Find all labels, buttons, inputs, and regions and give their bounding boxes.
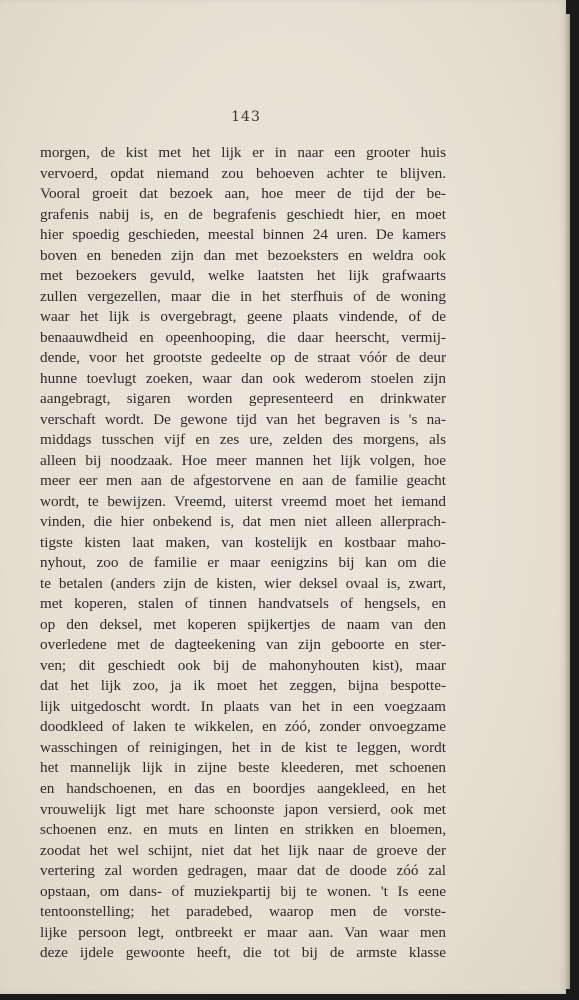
text-line: hunne toevlugt zoeken, waar dan ook wederom stoelen zijn xyxy=(40,369,446,387)
text-line: te betalen (anders zijn de kisten, wier deksel ovaal is, zwart, xyxy=(40,574,446,592)
text-line: waar het lijk is overgebragt, geene plaats vindende, of de xyxy=(40,308,446,326)
text-line: lijk uitgedoscht wordt. In plaats van het in een voegzaam xyxy=(40,697,446,715)
text-line: meer eer men aan de afgestorvene en aan de familie geacht xyxy=(40,472,446,490)
text-line: opstaan, om dans- of muziekpartij bij te wonen. 't Is eene xyxy=(40,882,446,900)
text-line: boven en beneden zijn dan met bezoeksters en weldra ook xyxy=(40,246,446,264)
text-line: dat het lijk zoo, ja ik moet het zeggen, bijna bespotte- xyxy=(40,677,446,695)
text-line: tentoonstelling; het paradebed, waarop men de vorste- xyxy=(40,903,446,921)
text-line: en handschoenen, en das en boordjes aangekleed, en het xyxy=(40,779,446,797)
page-number: 143 xyxy=(231,109,261,125)
text-line: middags tusschen vijf en zes ure, zelden des morgens, als xyxy=(40,431,446,449)
text-line: op den deksel, met koperen spijkertjes de naam van den xyxy=(40,615,446,633)
text-line: wordt, te bewijzen. Vreemd, uiterst vreemd moet het iemand xyxy=(40,492,446,510)
text-line: aangebragt, sigaren worden gepresenteerd en drinkwater xyxy=(40,390,446,408)
text-line: schoenen enz. en muts en linten en strikken en bloemen, xyxy=(40,821,446,839)
text-line: hier spoedig geschieden, meestal binnen 24 uren. De kamers xyxy=(40,226,446,244)
text-line: vervoerd, opdat niemand zou behoeven achter te blijven. xyxy=(40,164,446,182)
text-line: overledene met de dagteekening van zijn geboorte en ster- xyxy=(40,636,446,654)
text-line: deze ijdele gewoonte heeft, die tot bij de armste klasse xyxy=(40,944,446,962)
text-line: met bezoekers gevuld, welke laatsten het lijk grafwaarts xyxy=(40,267,446,285)
text-line: ven; dit geschiedt ook bij de mahonyhouten kist), maar xyxy=(40,656,446,674)
text-line: het mannelijk lijk in zijne beste kleederen, met schoenen xyxy=(40,759,446,777)
text-line: benaauwdheid en opeenhooping, die daar heerscht, vermij- xyxy=(40,328,446,346)
text-line: vinden, die hier onbekend is, dat men niet alleen allerprach- xyxy=(40,513,446,531)
text-line: grafenis nabij is, en de begrafenis geschiedt hier, en moet xyxy=(40,205,446,223)
text-line: vrouwelijk ligt met hare schoonste japon versierd, ook met xyxy=(40,800,446,818)
text-line: zoodat het wel schijnt, niet dat het lijk naar de groeve der xyxy=(40,841,446,859)
body-text xyxy=(40,143,446,964)
text-line: morgen, de kist met het lijk er in naar een grooter huis xyxy=(40,144,446,161)
text-line: wasschingen of reinigingen, het in de kist te leggen, wordt xyxy=(40,738,446,756)
text-line: met koperen, stalen of tinnen handvatsels of hengsels, en xyxy=(40,595,446,613)
page-edge xyxy=(565,14,570,989)
text-line: nyhout, zoo de familie er maar eenigzins bij kan om die xyxy=(40,554,446,572)
text-line: zullen vergezellen, maar die in het sterfhuis of de woning xyxy=(40,287,446,305)
text-line: vertering zal worden gedragen, maar dat de doode zóó zal xyxy=(40,862,446,880)
text-line: verschaft wordt. De gewone tijd van het begraven is 's na- xyxy=(40,410,446,428)
text-line: tigste kisten laat maken, van kostelijk en kostbaar maho- xyxy=(40,533,446,551)
text-line: doodkleed of laken te wikkelen, en zóó, zonder onvoegzame xyxy=(40,718,446,736)
text-line: Vooral groeit dat bezoek aan, hoe meer de tijd der be- xyxy=(40,185,446,203)
text-line: lijke persoon legt, ontbreekt er maar aan. Van waar men xyxy=(40,923,446,941)
text-line: dende, voor het grootste gedeelte op de straat vóór de deur xyxy=(40,349,446,367)
text-line: alleen bij noodzaak. Hoe meer mannen het lijk volgen, hoe xyxy=(40,451,446,469)
